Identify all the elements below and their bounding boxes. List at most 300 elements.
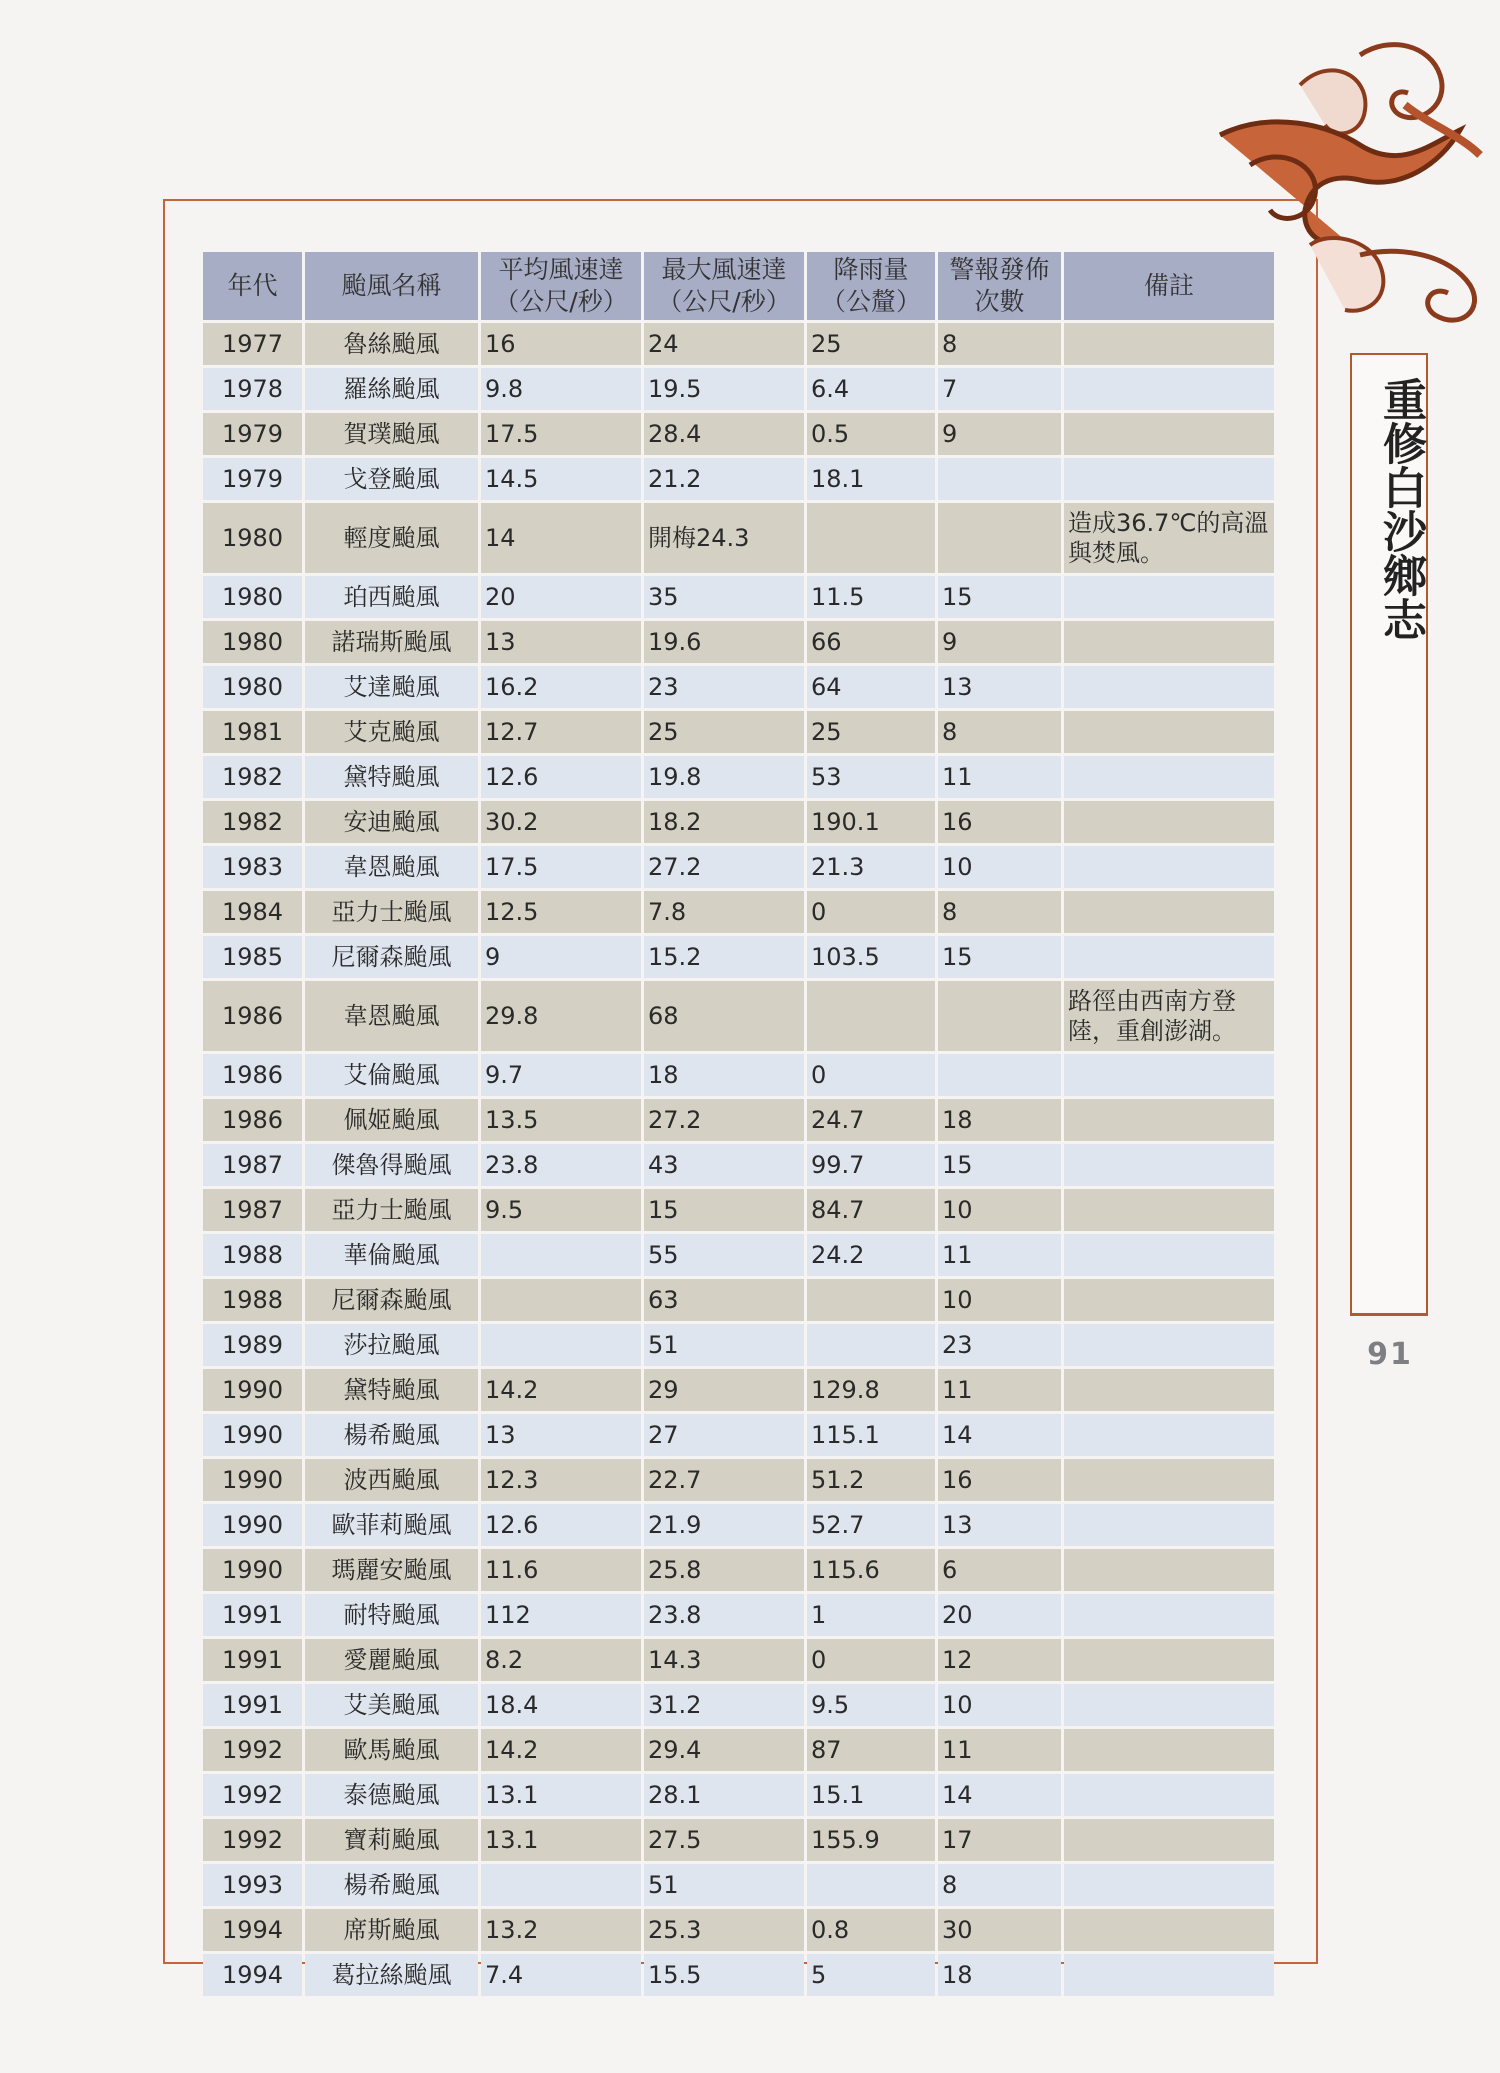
cell-remarks [1064, 1819, 1274, 1861]
cell-max-wind: 23 [644, 666, 804, 708]
cell-avg-wind: 12.7 [481, 711, 641, 753]
cell-typhoon-name: 安迪颱風 [305, 801, 478, 843]
side-title: 重修白沙鄉志 [1375, 377, 1426, 641]
cell-year: 1983 [203, 846, 302, 888]
cell-remarks [1064, 1504, 1274, 1546]
cell-max-wind: 19.6 [644, 621, 804, 663]
cell-alert-count: 9 [938, 413, 1061, 455]
table-row [203, 801, 1274, 843]
cell-alert-count: 30 [938, 1909, 1061, 1951]
cell-alert-count [938, 981, 1061, 1051]
cell-rainfall: 15.1 [807, 1774, 935, 1816]
cell-remarks [1064, 801, 1274, 843]
cell-year: 1980 [203, 503, 302, 573]
cell-rainfall: 115.6 [807, 1549, 935, 1591]
header-alerts [938, 252, 1061, 320]
cell-alert-count: 20 [938, 1594, 1061, 1636]
cell-alert-count: 10 [938, 846, 1061, 888]
cell-alert-count: 11 [938, 1369, 1061, 1411]
header-year-line: 年代 [227, 271, 278, 300]
cell-max-wind: 63 [644, 1279, 804, 1321]
cell-year: 1982 [203, 801, 302, 843]
cell-alert-count: 14 [938, 1414, 1061, 1456]
cell-max-wind: 15.5 [644, 1954, 804, 1996]
cell-alert-count: 6 [938, 1549, 1061, 1591]
header-year [203, 252, 302, 320]
cell-max-wind: 28.4 [644, 413, 804, 455]
cell-avg-wind: 29.8 [481, 981, 641, 1051]
cell-year: 1992 [203, 1819, 302, 1861]
table-row [203, 981, 1274, 1051]
cell-max-wind: 31.2 [644, 1684, 804, 1726]
cell-year: 1990 [203, 1504, 302, 1546]
cell-max-wind: 19.8 [644, 756, 804, 798]
cell-alert-count: 13 [938, 666, 1061, 708]
header-name [305, 252, 478, 320]
cell-max-wind: 23.8 [644, 1594, 804, 1636]
cell-typhoon-name: 楊希颱風 [305, 1864, 478, 1906]
cell-rainfall: 103.5 [807, 936, 935, 978]
cell-typhoon-name: 傑魯得颱風 [305, 1144, 478, 1186]
cell-rainfall: 155.9 [807, 1819, 935, 1861]
table-row [203, 413, 1274, 455]
table-row [203, 576, 1274, 618]
table-row [203, 711, 1274, 753]
cell-year: 1990 [203, 1459, 302, 1501]
cell-year: 1994 [203, 1954, 302, 1996]
cell-typhoon-name: 亞力士颱風 [305, 891, 478, 933]
cell-rainfall: 99.7 [807, 1144, 935, 1186]
cell-alert-count: 8 [938, 323, 1061, 365]
side-title-box [1350, 353, 1428, 1316]
cell-avg-wind: 13 [481, 1414, 641, 1456]
cell-max-wind: 27.2 [644, 846, 804, 888]
table-row [203, 1864, 1274, 1906]
cell-max-wind: 51 [644, 1324, 804, 1366]
table-row [203, 1189, 1274, 1231]
cell-alert-count [938, 1054, 1061, 1096]
cell-remarks [1064, 458, 1274, 500]
cell-max-wind: 25.8 [644, 1549, 804, 1591]
cell-avg-wind: 14.2 [481, 1729, 641, 1771]
table-row [203, 1729, 1274, 1771]
cell-avg-wind [481, 1864, 641, 1906]
cell-remarks [1064, 1144, 1274, 1186]
table-row [203, 1774, 1274, 1816]
header-remarks [1064, 252, 1274, 320]
cell-typhoon-name: 黛特颱風 [305, 1369, 478, 1411]
cell-typhoon-name: 韋恩颱風 [305, 846, 478, 888]
header-name-line: 颱風名稱 [341, 271, 442, 300]
table-row [203, 1819, 1274, 1861]
typhoon-table [200, 249, 1277, 1999]
header-max-wind [644, 252, 804, 320]
cell-max-wind: 18 [644, 1054, 804, 1096]
cell-max-wind: 21.9 [644, 1504, 804, 1546]
cell-rainfall: 129.8 [807, 1369, 935, 1411]
cell-year: 1990 [203, 1549, 302, 1591]
cell-year: 1991 [203, 1684, 302, 1726]
table-header-row [203, 252, 1274, 320]
cell-typhoon-name: 魯絲颱風 [305, 323, 478, 365]
cell-typhoon-name: 艾美颱風 [305, 1684, 478, 1726]
cell-max-wind: 18.2 [644, 801, 804, 843]
cell-year: 1991 [203, 1639, 302, 1681]
cell-rainfall: 9.5 [807, 1684, 935, 1726]
cell-max-wind: 19.5 [644, 368, 804, 410]
cell-remarks: 路徑由西南方登陸，重創澎湖。 [1064, 981, 1274, 1051]
cell-avg-wind: 12.3 [481, 1459, 641, 1501]
cell-year: 1986 [203, 1099, 302, 1141]
table-row [203, 1234, 1274, 1276]
cell-remarks [1064, 666, 1274, 708]
cell-rainfall: 18.1 [807, 458, 935, 500]
cell-alert-count [938, 503, 1061, 573]
cell-year: 1978 [203, 368, 302, 410]
cell-remarks [1064, 1864, 1274, 1906]
cell-max-wind: 14.3 [644, 1639, 804, 1681]
cell-typhoon-name: 愛麗颱風 [305, 1639, 478, 1681]
cell-typhoon-name: 楊希颱風 [305, 1414, 478, 1456]
table-row [203, 1369, 1274, 1411]
cell-year: 1993 [203, 1864, 302, 1906]
header-alerts-line: 次數 [974, 287, 1025, 316]
cell-max-wind: 43 [644, 1144, 804, 1186]
cell-rainfall [807, 981, 935, 1051]
cell-rainfall: 64 [807, 666, 935, 708]
cell-max-wind: 25 [644, 711, 804, 753]
cell-max-wind: 15.2 [644, 936, 804, 978]
table-body [203, 323, 1274, 1996]
cell-typhoon-name: 諾瑞斯颱風 [305, 621, 478, 663]
cell-remarks [1064, 1909, 1274, 1951]
cell-max-wind: 55 [644, 1234, 804, 1276]
cell-typhoon-name: 泰德颱風 [305, 1774, 478, 1816]
cell-year: 1986 [203, 1054, 302, 1096]
table-row [203, 1954, 1274, 1996]
table-row [203, 1594, 1274, 1636]
cell-alert-count: 11 [938, 1234, 1061, 1276]
cell-alert-count: 18 [938, 1954, 1061, 1996]
cell-alert-count [938, 458, 1061, 500]
cell-remarks [1064, 1459, 1274, 1501]
cell-alert-count: 15 [938, 936, 1061, 978]
cell-rainfall: 53 [807, 756, 935, 798]
cell-typhoon-name: 佩姬颱風 [305, 1099, 478, 1141]
cell-year: 1980 [203, 621, 302, 663]
cell-remarks [1064, 1234, 1274, 1276]
cell-rainfall: 66 [807, 621, 935, 663]
cell-year: 1994 [203, 1909, 302, 1951]
cell-rainfall: 0.5 [807, 413, 935, 455]
cell-max-wind: 29.4 [644, 1729, 804, 1771]
cell-year: 1992 [203, 1774, 302, 1816]
cell-avg-wind: 9.8 [481, 368, 641, 410]
cell-typhoon-name: 瑪麗安颱風 [305, 1549, 478, 1591]
cell-avg-wind: 16.2 [481, 666, 641, 708]
cell-alert-count: 17 [938, 1819, 1061, 1861]
cell-remarks [1064, 1729, 1274, 1771]
table-row [203, 1684, 1274, 1726]
table-row [203, 323, 1274, 365]
cell-rainfall: 87 [807, 1729, 935, 1771]
cell-alert-count: 10 [938, 1279, 1061, 1321]
cell-avg-wind: 112 [481, 1594, 641, 1636]
table-row [203, 1549, 1274, 1591]
table-row [203, 1324, 1274, 1366]
cell-remarks [1064, 846, 1274, 888]
cell-typhoon-name: 歐馬颱風 [305, 1729, 478, 1771]
cell-typhoon-name: 寶莉颱風 [305, 1819, 478, 1861]
cell-alert-count: 18 [938, 1099, 1061, 1141]
cell-rainfall: 0 [807, 1054, 935, 1096]
table-row [203, 503, 1274, 573]
cell-rainfall: 21.3 [807, 846, 935, 888]
cell-remarks [1064, 1594, 1274, 1636]
cell-typhoon-name: 耐特颱風 [305, 1594, 478, 1636]
cell-typhoon-name: 輕度颱風 [305, 503, 478, 573]
cell-avg-wind: 12.6 [481, 756, 641, 798]
cell-max-wind: 35 [644, 576, 804, 618]
table-row [203, 756, 1274, 798]
table-row [203, 1054, 1274, 1096]
cell-avg-wind: 14.2 [481, 1369, 641, 1411]
cell-year: 1987 [203, 1189, 302, 1231]
cell-alert-count: 11 [938, 756, 1061, 798]
cell-remarks: 造成36.7℃的高溫與焚風。 [1064, 503, 1274, 573]
cell-alert-count: 10 [938, 1684, 1061, 1726]
cell-alert-count: 11 [938, 1729, 1061, 1771]
cell-avg-wind: 13.1 [481, 1774, 641, 1816]
cell-avg-wind: 17.5 [481, 413, 641, 455]
cell-avg-wind: 13.5 [481, 1099, 641, 1141]
cell-avg-wind: 30.2 [481, 801, 641, 843]
cell-max-wind: 15 [644, 1189, 804, 1231]
cell-remarks [1064, 1279, 1274, 1321]
header-rainfall [807, 252, 935, 320]
cell-max-wind: 27 [644, 1414, 804, 1456]
cell-max-wind: 29 [644, 1369, 804, 1411]
table-row [203, 1504, 1274, 1546]
cell-max-wind: 24 [644, 323, 804, 365]
cell-avg-wind: 13.1 [481, 1819, 641, 1861]
table-row [203, 458, 1274, 500]
table-row [203, 621, 1274, 663]
cell-remarks [1064, 576, 1274, 618]
header-remarks-line: 備註 [1143, 271, 1194, 300]
cell-rainfall: 190.1 [807, 801, 935, 843]
cell-alert-count: 13 [938, 1504, 1061, 1546]
header-alerts-line: 警報發佈 [949, 255, 1050, 284]
cell-avg-wind: 14.5 [481, 458, 641, 500]
cell-avg-wind: 23.8 [481, 1144, 641, 1186]
cell-year: 1982 [203, 756, 302, 798]
cell-year: 1979 [203, 413, 302, 455]
table-row [203, 1279, 1274, 1321]
cell-typhoon-name: 葛拉絲颱風 [305, 1954, 478, 1996]
cell-year: 1979 [203, 458, 302, 500]
cell-alert-count: 8 [938, 891, 1061, 933]
cell-remarks [1064, 1684, 1274, 1726]
table-row [203, 891, 1274, 933]
cell-typhoon-name: 艾克颱風 [305, 711, 478, 753]
cell-year: 1990 [203, 1369, 302, 1411]
table-row [203, 1639, 1274, 1681]
cell-typhoon-name: 亞力士颱風 [305, 1189, 478, 1231]
cell-alert-count: 23 [938, 1324, 1061, 1366]
cell-remarks [1064, 936, 1274, 978]
cell-rainfall: 24.7 [807, 1099, 935, 1141]
cell-max-wind: 51 [644, 1864, 804, 1906]
cell-typhoon-name: 尼爾森颱風 [305, 936, 478, 978]
cell-year: 1980 [203, 576, 302, 618]
cell-typhoon-name: 戈登颱風 [305, 458, 478, 500]
cell-max-wind: 22.7 [644, 1459, 804, 1501]
cell-year: 1991 [203, 1594, 302, 1636]
cell-max-wind: 27.2 [644, 1099, 804, 1141]
cell-rainfall [807, 1279, 935, 1321]
cell-rainfall: 115.1 [807, 1414, 935, 1456]
cell-rainfall: 0 [807, 1639, 935, 1681]
cell-rainfall [807, 1324, 935, 1366]
cell-year: 1986 [203, 981, 302, 1051]
cell-remarks [1064, 1774, 1274, 1816]
cell-remarks [1064, 1954, 1274, 1996]
cell-remarks [1064, 1054, 1274, 1096]
cell-typhoon-name: 莎拉颱風 [305, 1324, 478, 1366]
cell-remarks [1064, 413, 1274, 455]
cell-avg-wind: 13.2 [481, 1909, 641, 1951]
cell-typhoon-name: 韋恩颱風 [305, 981, 478, 1051]
cell-avg-wind: 18.4 [481, 1684, 641, 1726]
cell-avg-wind: 14 [481, 503, 641, 573]
cell-rainfall: 24.2 [807, 1234, 935, 1276]
header-rainfall-line: （公釐） [820, 287, 921, 316]
cell-avg-wind [481, 1279, 641, 1321]
cell-remarks [1064, 1639, 1274, 1681]
cell-typhoon-name: 羅絲颱風 [305, 368, 478, 410]
cell-typhoon-name: 艾達颱風 [305, 666, 478, 708]
cell-remarks [1064, 368, 1274, 410]
table-row [203, 1459, 1274, 1501]
cell-rainfall [807, 1864, 935, 1906]
cell-max-wind: 開梅24.3 [644, 503, 804, 573]
cell-rainfall: 0 [807, 891, 935, 933]
header-rainfall-line: 降雨量 [833, 255, 909, 284]
table-row [203, 1909, 1274, 1951]
cell-typhoon-name: 歐菲莉颱風 [305, 1504, 478, 1546]
cell-year: 1980 [203, 666, 302, 708]
cell-year: 1984 [203, 891, 302, 933]
table-row [203, 936, 1274, 978]
page-number: 91 [1367, 1337, 1413, 1372]
table-row [203, 368, 1274, 410]
cell-typhoon-name: 波西颱風 [305, 1459, 478, 1501]
cell-alert-count: 15 [938, 1144, 1061, 1186]
cell-typhoon-name: 珀西颱風 [305, 576, 478, 618]
cell-typhoon-name: 賀璞颱風 [305, 413, 478, 455]
cell-rainfall: 25 [807, 323, 935, 365]
cell-typhoon-name: 尼爾森颱風 [305, 1279, 478, 1321]
cell-remarks [1064, 711, 1274, 753]
cell-rainfall: 11.5 [807, 576, 935, 618]
cell-avg-wind: 16 [481, 323, 641, 365]
cell-typhoon-name: 黛特颱風 [305, 756, 478, 798]
cell-max-wind: 21.2 [644, 458, 804, 500]
cell-max-wind: 28.1 [644, 1774, 804, 1816]
cell-rainfall: 1 [807, 1594, 935, 1636]
table-row [203, 666, 1274, 708]
cell-alert-count: 16 [938, 1459, 1061, 1501]
cell-year: 1987 [203, 1144, 302, 1186]
cell-year: 1989 [203, 1324, 302, 1366]
header-max-wind-line: 最大風速達 [661, 255, 787, 284]
cell-avg-wind: 17.5 [481, 846, 641, 888]
cell-alert-count: 12 [938, 1639, 1061, 1681]
cell-max-wind: 68 [644, 981, 804, 1051]
table-row [203, 1414, 1274, 1456]
header-avg-wind-line: （公尺/秒） [494, 287, 628, 316]
cell-max-wind: 27.5 [644, 1819, 804, 1861]
cell-typhoon-name: 華倫颱風 [305, 1234, 478, 1276]
cell-alert-count: 10 [938, 1189, 1061, 1231]
cell-year: 1985 [203, 936, 302, 978]
cell-rainfall: 0.8 [807, 1909, 935, 1951]
cell-year: 1988 [203, 1234, 302, 1276]
cell-avg-wind: 12.5 [481, 891, 641, 933]
cell-alert-count: 7 [938, 368, 1061, 410]
cell-rainfall: 5 [807, 1954, 935, 1996]
cell-year: 1977 [203, 323, 302, 365]
cell-alert-count: 8 [938, 1864, 1061, 1906]
cell-rainfall: 6.4 [807, 368, 935, 410]
cell-year: 1992 [203, 1729, 302, 1771]
cell-typhoon-name: 席斯颱風 [305, 1909, 478, 1951]
cell-alert-count: 15 [938, 576, 1061, 618]
cell-alert-count: 14 [938, 1774, 1061, 1816]
cell-avg-wind: 9.5 [481, 1189, 641, 1231]
cell-avg-wind: 12.6 [481, 1504, 641, 1546]
cell-year: 1990 [203, 1414, 302, 1456]
cell-remarks [1064, 1414, 1274, 1456]
cell-remarks [1064, 323, 1274, 365]
cell-remarks [1064, 1549, 1274, 1591]
cell-remarks [1064, 1189, 1274, 1231]
header-max-wind-line: （公尺/秒） [657, 287, 791, 316]
cell-year: 1981 [203, 711, 302, 753]
cell-alert-count: 8 [938, 711, 1061, 753]
cell-max-wind: 25.3 [644, 1909, 804, 1951]
cell-remarks [1064, 891, 1274, 933]
cell-remarks [1064, 756, 1274, 798]
header-avg-wind [481, 252, 641, 320]
cell-avg-wind: 8.2 [481, 1639, 641, 1681]
header-avg-wind-line: 平均風速達 [498, 255, 624, 284]
cell-remarks [1064, 1324, 1274, 1366]
cell-alert-count: 16 [938, 801, 1061, 843]
cell-year: 1988 [203, 1279, 302, 1321]
cell-rainfall [807, 503, 935, 573]
cell-remarks [1064, 1099, 1274, 1141]
cell-avg-wind: 9.7 [481, 1054, 641, 1096]
table-row [203, 1144, 1274, 1186]
table-row [203, 1099, 1274, 1141]
cell-avg-wind: 7.4 [481, 1954, 641, 1996]
cell-avg-wind [481, 1324, 641, 1366]
cell-rainfall: 84.7 [807, 1189, 935, 1231]
cell-rainfall: 52.7 [807, 1504, 935, 1546]
table-row [203, 846, 1274, 888]
